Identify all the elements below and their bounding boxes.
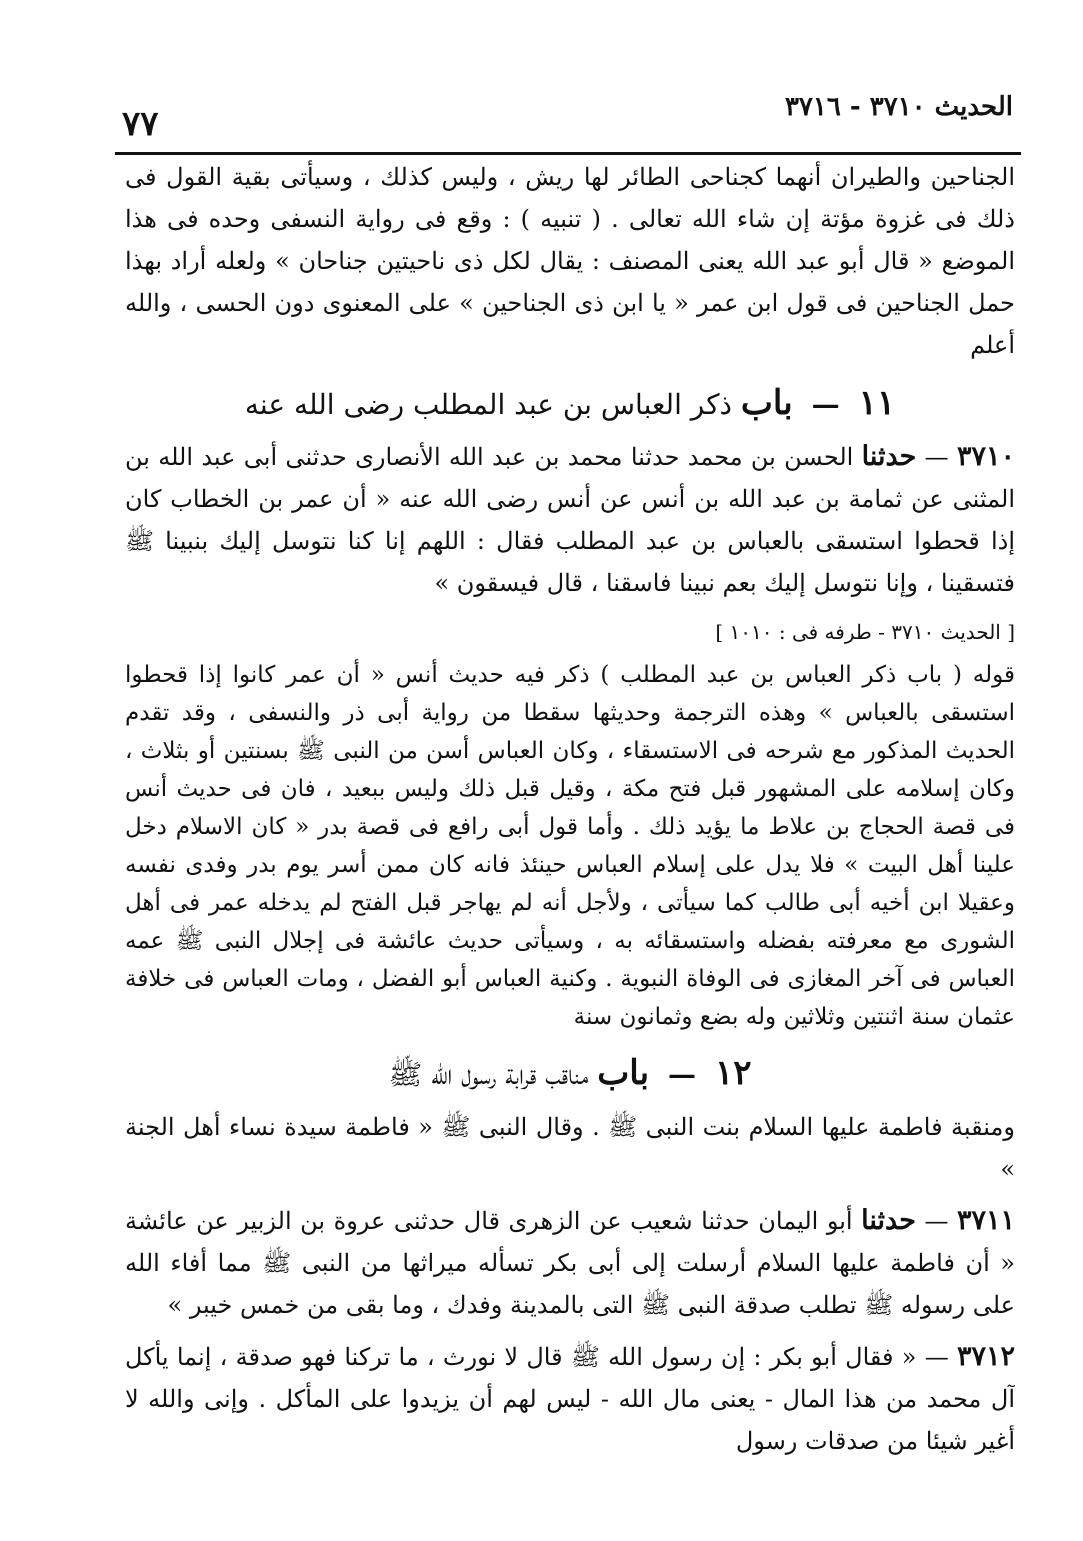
hadith-3711 [125, 1200, 1015, 1326]
hadith-dash: — [924, 443, 949, 471]
page-header [122, 92, 1013, 152]
chapter-title: مناقب قرابة رسول الله ﷺ [388, 1058, 589, 1091]
chapter-separator: — [668, 1058, 697, 1091]
commentary-text: ( باب ذكر العباس بن عبد المطلب ) ذكر فيه حديث أنس « أن عمر كانوا إذا قحطوا استسقى بالعباس » وهذه الترجمة وحديثها سقطا من رواية أبى ذر والنسفى ، وقد تقدم الحديث المذكور مع شرحه فى الاستسقاء ، وكان العباس أسن من النبى ﷺ بسنتين أو بثلاث ، وكان إسلامه على المشهور قبل فتح مكة ، وقيل قبل ذلك وليس ببعيد ، فان فى حديث أنس فى قصة الحجاج بن علاط ما يؤيد ذلك . وأما قول أبى رافع فى قصة بدر « كان الاسلام دخل علينا أهل البيت » فلا يدل على إسلام العباس حينئذ فانه كان ممن أسر يوم بدر وفدى نفسه وعقيلا ابن أخيه أبى طالب كما سيأتى ، ولأجل أنه لم يهاجر قبل الفتح لم يدخله عمر فى أهل الشورى مع معرفته بفضله واستسقائه به ، وسيأتى حديث عائشة فى إجلال النبى ﷺ عمه العباس فى آخر المغازى فى الوفاة النبوية . وكنية العباس أبو الفضل ، ومات العباس فى خلافة عثمان سنة اثنتين وثلاثين وله بضع وثمانون سنة [125, 662, 1015, 1030]
chapter-word: باب [597, 1053, 650, 1093]
hadith-3710 [125, 436, 1015, 604]
chapter-12-heading [125, 1054, 1015, 1094]
hadith-keyword: حدثنا [861, 1205, 916, 1236]
commentary-marker: قوله [972, 662, 1015, 688]
reference-note: [ الحديث ٣٧١٠ - طرفه فى : ١٠١٠ ] [715, 620, 1015, 644]
chapter-number: ١٢ [714, 1053, 752, 1093]
chapter-11-heading [125, 384, 1015, 424]
hadith-dash: — [924, 1207, 949, 1235]
page-number: ٧٧ [122, 104, 159, 144]
hadith-number: ٣٧١٠ [956, 441, 1015, 472]
chapter-number: ١١ [858, 383, 896, 423]
chapter-12-text: ومنقبة فاطمة عليها السلام بنت النبى ﷺ . وقال النبى ﷺ « فاطمة سيدة نساء أهل الجنة » [125, 1113, 1015, 1183]
hadith-number: ٣٧١٢ [956, 1341, 1015, 1372]
chapter-title: ذكر العباس بن عبد المطلب رضى الله عنه [244, 388, 733, 421]
hadith-text: « فقال أبو بكر : إن رسول الله ﷺ قال لا نورث ، ما تركنا فهو صدقة ، إنما يأكل آل محمد من هذا المال - يعنى مال الله - ليس لهم أن يزيدوا على المأكل . وإنى والله لا أغير شيئا من صدقات رسول [125, 1343, 1015, 1455]
hadith-3712 [125, 1336, 1015, 1462]
commentary-paragraph [125, 656, 1015, 1036]
header-rule [115, 152, 1021, 155]
hadith-dash: — [924, 1343, 949, 1371]
running-head: الحديث ٣٧١٠ - ٣٧١٦ [784, 92, 1013, 122]
hadith-text: الحسن بن محمد حدثنا محمد بن عبد الله الأنصارى حدثنى أبى عبد الله بن المثنى عن ثمامة بن عبد الله بن أنس عن أنس رضى الله عنه « أن عمر بن الخطاب كان إذا قحطوا استسقى بالعباس بن عبد المطلب فقال : اللهم إنا كنا نتوسل إليك بنبينا ﷺ فتسقينا ، وإنا نتوسل إليك بعم نبينا فاسقنا ، قال فيسقون » [125, 443, 1015, 597]
chapter-separator: — [811, 388, 840, 421]
chapter-word: باب [740, 383, 793, 423]
hadith-number: ٣٧١١ [956, 1205, 1015, 1236]
intro-paragraph: الجناحين والطيران أنهما كجناحى الطائر لها ريش ، وليس كذلك ، وسيأتى بقية القول فى ذلك فى غزوة مؤتة إن شاء الله تعالى . ( تنبيه ) : وقع فى رواية النسفى وحده فى هذا الموضع « قال أبو عبد الله يعنى المصنف : يقال لكل ذى ناحيتين جناحان » ولعله أراد بهذا حمل الجناحين فى قول ابن عمر « يا ابن ذى الجناحين » على المعنوى دون الحسى ، والله أعلم [125, 163, 1015, 359]
page-content [125, 156, 1015, 1526]
hadith-text: أبو اليمان حدثنا شعيب عن الزهرى قال حدثنى عروة بن الزبير عن عائشة « أن فاطمة عليها السلام أرسلت إلى أبى بكر تسأله ميراثها من النبى ﷺ مما أفاء الله على رسوله ﷺ تطلب صدقة النبى ﷺ التى بالمدينة وفدك ، وما بقى من خمس خيبر » [125, 1207, 1015, 1319]
hadith-keyword: حدثنا [861, 441, 917, 472]
